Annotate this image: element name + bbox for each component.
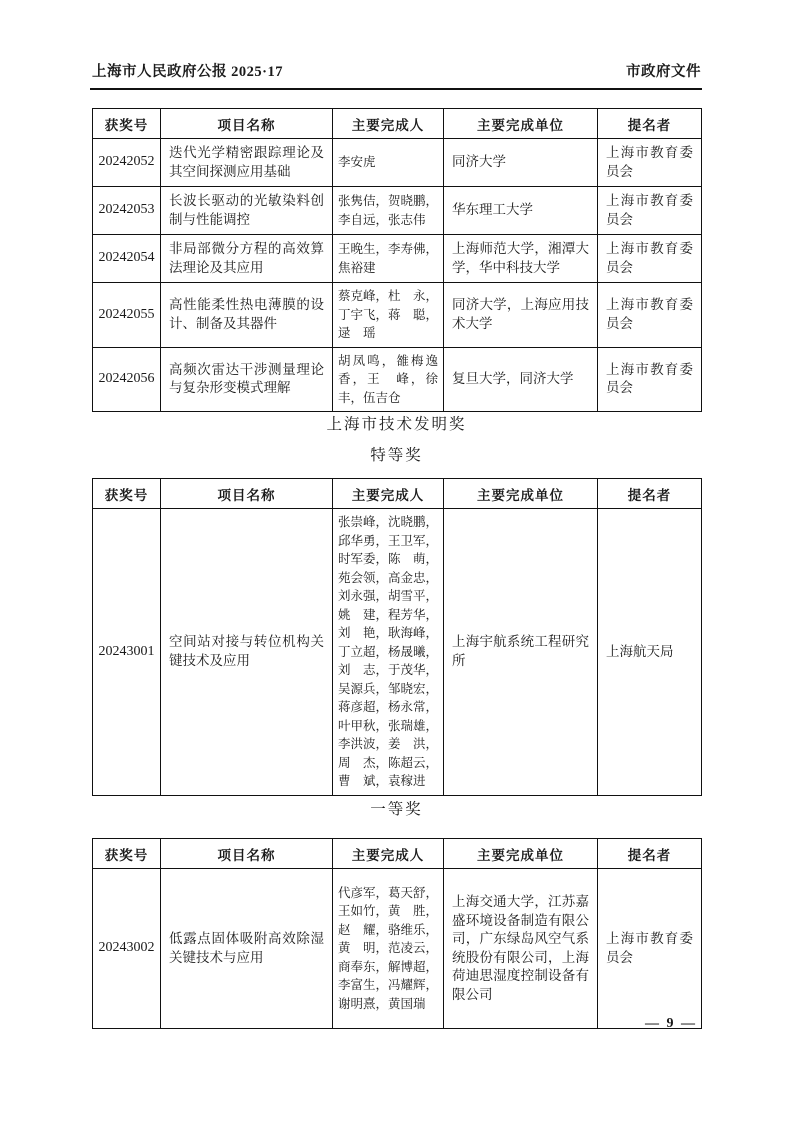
table-header-row [93, 839, 702, 869]
table-row [93, 283, 702, 348]
contributors: 代彦军，葛天舒，王如竹，黄 胜，赵 耀，骆维乐，黄 明，范凌云，商奉东，解博超，李富生，冯耀辉，谢明熹，黄国瑞 [333, 869, 444, 1029]
col-header-main-units: 主要完成单位 [444, 479, 598, 509]
table-row [93, 139, 702, 187]
header-rule [90, 88, 702, 90]
completing-units: 同济大学 [444, 139, 598, 187]
award-number: 20243002 [93, 869, 161, 1029]
nominator: 上海市教育委员会 [598, 235, 702, 283]
table-row [93, 235, 702, 283]
col-header-award-no: 获奖号 [93, 839, 161, 869]
project-name: 高频次雷达干涉测量理论与复杂形变模式理解 [161, 347, 333, 412]
col-header-project-name: 项目名称 [161, 479, 333, 509]
table-header-row [93, 109, 702, 139]
nominator: 上海航天局 [598, 509, 702, 796]
project-name: 迭代光学精密跟踪理论及其空间探测应用基础 [161, 139, 333, 187]
col-header-main-units: 主要完成单位 [444, 109, 598, 139]
project-name: 非局部微分方程的高效算法理论及其应用 [161, 235, 333, 283]
contributors: 蔡克峰，杜 永，丁宇飞，蒋 聪，逯 瑶 [333, 283, 444, 348]
col-header-nominator: 提名者 [598, 839, 702, 869]
table-row [93, 187, 702, 235]
nominator: 上海市教育委员会 [598, 283, 702, 348]
completing-units: 上海交通大学，江苏嘉盛环境设备制造有限公司，广东绿岛风空气系统股份有限公司，上海荷迪思湿度控制设备有限公司 [444, 869, 598, 1029]
nominator: 上海市教育委员会 [598, 347, 702, 412]
award-number: 20243001 [93, 509, 161, 796]
completing-units: 华东理工大学 [444, 187, 598, 235]
nominator: 上海市教育委员会 [598, 869, 702, 1029]
contributors: 王晚生，李寿佛，焦裕建 [333, 235, 444, 283]
document-category: 市政府文件 [626, 64, 701, 80]
special-grade-awards-table [92, 478, 702, 796]
page-header [92, 60, 701, 81]
table-row [93, 869, 702, 1029]
special-grade-heading: 特等奖 [370, 447, 423, 464]
contributors: 张崇峰，沈晓鹏，邱华勇，王卫军，时军委，陈 萌，苑会领，高金忠，刘永强，胡雪平，姚 建，程芳华，刘 艳，耿海峰，丁立超，杨晟曦，刘 志，于茂华，吴源兵，邹晓宏，蒋彦超，杨永常，叶甲秋，张瑞雄，李洪波，姜 洪，周 杰，陈超云，曹 斌，袁稼进 [333, 509, 444, 796]
project-name: 长波长驱动的光敏染料创制与性能调控 [161, 187, 333, 235]
col-header-main-contributors: 主要完成人 [333, 109, 444, 139]
project-name: 高性能柔性热电薄膜的设计、制备及其器件 [161, 283, 333, 348]
contributors: 胡凤鸣，雒梅逸香，王 峰，徐 丰，伍吉仓 [333, 347, 444, 412]
page-number: — 9 — [645, 1016, 697, 1031]
first-grade-heading: 一等奖 [370, 801, 423, 818]
completing-units: 同济大学，上海应用技术大学 [444, 283, 598, 348]
project-name: 空间站对接与转位机构关键技术及应用 [161, 509, 333, 796]
col-header-nominator: 提名者 [598, 109, 702, 139]
award-number: 20242053 [93, 187, 161, 235]
col-header-main-contributors: 主要完成人 [333, 479, 444, 509]
col-header-main-units: 主要完成单位 [444, 839, 598, 869]
completing-units: 复旦大学，同济大学 [444, 347, 598, 412]
completing-units: 上海师范大学，湘潭大学，华中科技大学 [444, 235, 598, 283]
completing-units: 上海宇航系统工程研究所 [444, 509, 598, 796]
col-header-nominator: 提名者 [598, 479, 702, 509]
table-header-row [93, 479, 702, 509]
col-header-project-name: 项目名称 [161, 109, 333, 139]
gazette-title: 上海市人民政府公报 2025·17 [92, 64, 283, 80]
contributors: 李安虎 [333, 139, 444, 187]
nominator: 上海市教育委员会 [598, 187, 702, 235]
award-number: 20242054 [93, 235, 161, 283]
table-row [93, 347, 702, 412]
natural-science-awards-table [92, 108, 702, 412]
nominator: 上海市教育委员会 [598, 139, 702, 187]
table-row [93, 509, 702, 796]
award-number: 20242052 [93, 139, 161, 187]
col-header-main-contributors: 主要完成人 [333, 839, 444, 869]
award-category-heading: 上海市技术发明奖 [326, 416, 467, 433]
col-header-award-no: 获奖号 [93, 109, 161, 139]
col-header-award-no: 获奖号 [93, 479, 161, 509]
project-name: 低露点固体吸附高效除湿关键技术与应用 [161, 869, 333, 1029]
award-number: 20242056 [93, 347, 161, 412]
first-grade-awards-table [92, 838, 702, 1029]
award-number: 20242055 [93, 283, 161, 348]
col-header-project-name: 项目名称 [161, 839, 333, 869]
contributors: 张隽佶，贺晓鹏，李自远，张志伟 [333, 187, 444, 235]
